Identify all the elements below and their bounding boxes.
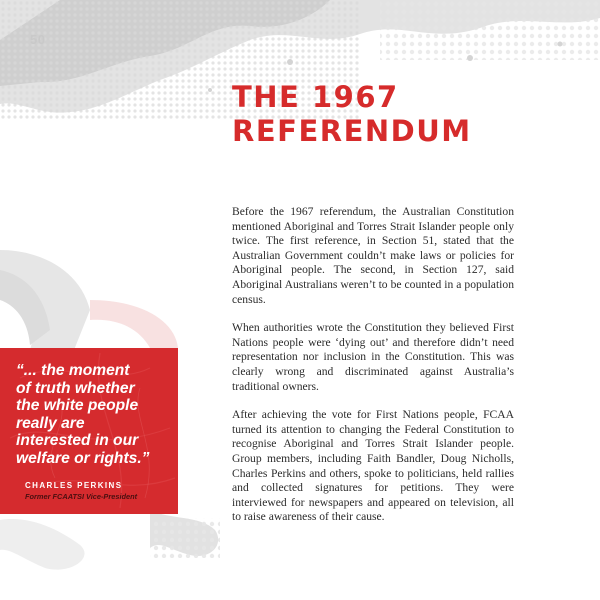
page-title [232,80,572,148]
quote-text [16,362,176,468]
quote-line: interested in our [16,432,139,450]
quote-line: welfare or rights.” [16,449,150,467]
paragraph: When authorities wrote the Constitution they believed First Nations people were ‘dying out’ and therefore didn’t need representation nor inclusion in the Constitution. This was clearly wrong and discriminated against Australia’s traditional owners. [232,321,514,393]
pull-quote [0,348,178,514]
quote-line: the white people [16,397,139,415]
quote-line: of truth whether [16,379,135,397]
article-body [232,205,514,539]
title-line-1: THE 1967 [232,80,399,114]
page-number: 50 [30,32,46,47]
quote-author-role: Former FCAATSI Vice-President [25,492,138,501]
title-line-2: REFERENDUM [232,114,472,148]
quote-line: really are [16,414,85,432]
paragraph: Before the 1967 referendum, the Australian Constitution mentioned Aboriginal and Torres Strait Islander people only twice. The first reference, in Section 51, stated that the Australian Government couldn’t make laws or policies for Aboriginal people. The second, in Section 127, said Aboriginal Australians weren’t to be counted in a population census. [232,205,514,306]
paragraph: After achieving the vote for First Nations people, FCAA turned its attention to changing the Federal Constitution to recognise Aboriginal and Torres Strait Islander people. Group members, including Faith Bandler, Doug Nicholls, Charles Perkins and others, spoke to politicians, held rallies and collected signatures for petitions. They were interviewed for newspapers and appeared on television, all to raise awareness of their cause. [232,408,514,524]
quote-author: CHARLES PERKINS [25,481,123,490]
quote-line: “... the moment [16,362,130,379]
